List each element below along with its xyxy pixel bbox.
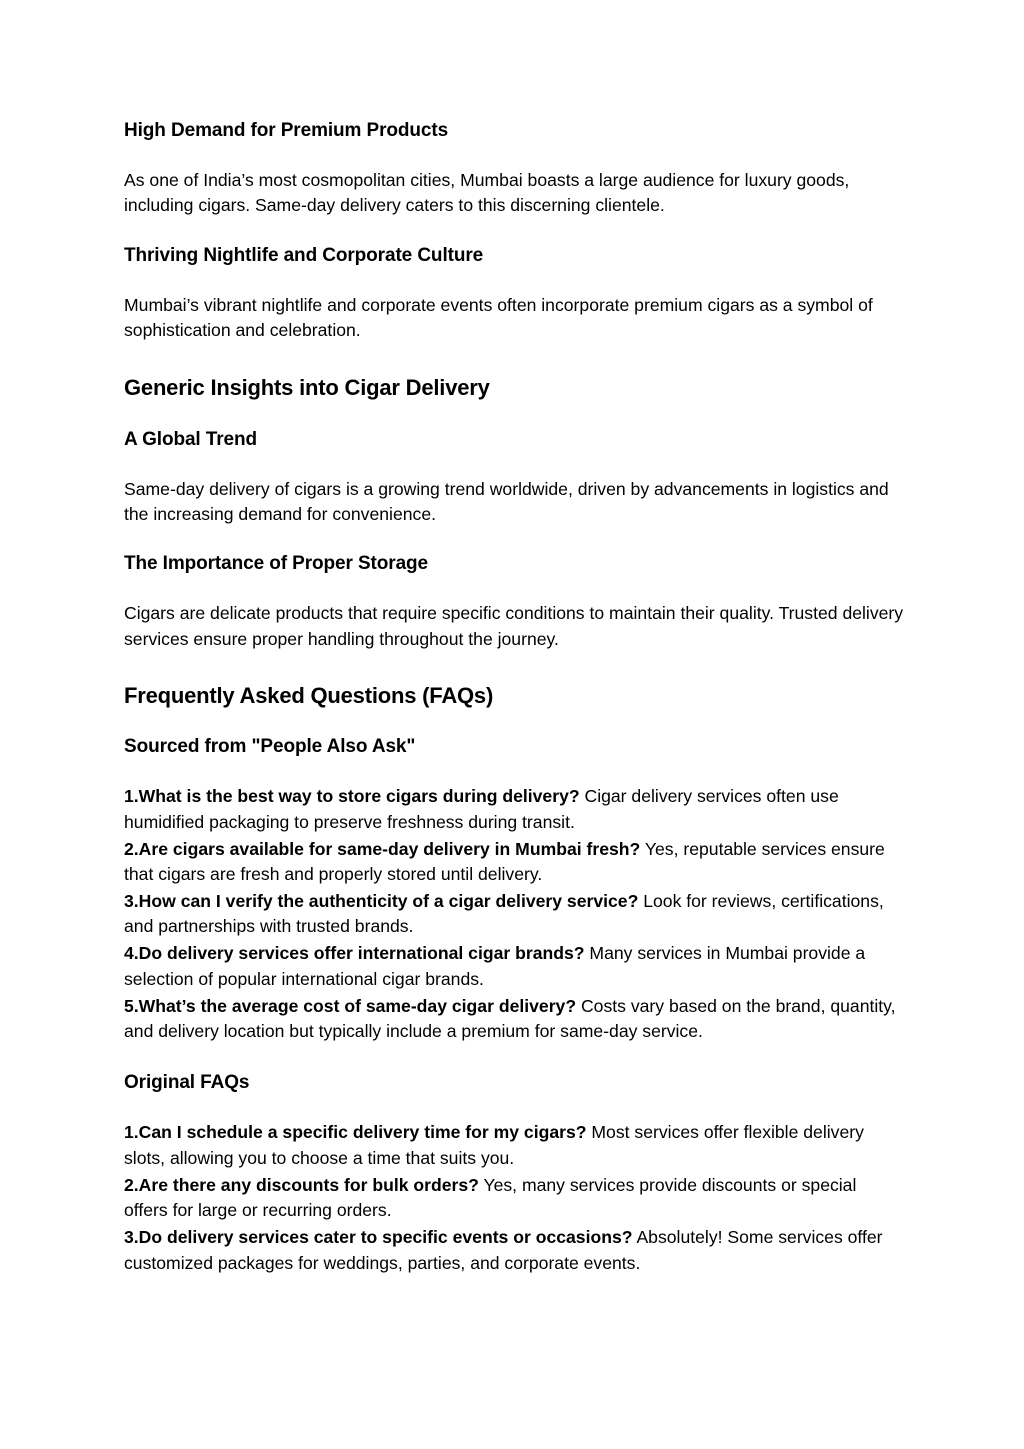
heading-storage: The Importance of Proper Storage: [124, 553, 429, 575]
heading-generic-insights: Generic Insights into Cigar Delivery: [124, 374, 490, 400]
heading-global-trend: A Global Trend: [124, 428, 258, 450]
faq-answer: Many services in Mumbai provide a selection of popular international cigar brands.: [124, 943, 866, 989]
faq-item: [124, 1173, 904, 1224]
faq-item: [124, 1120, 904, 1171]
faq-item: [124, 941, 904, 992]
faq-list-people-also-ask: [124, 784, 904, 1044]
faq-item: [124, 1225, 904, 1276]
faq-question: 2.Are cigars available for same-day delivery in Mumbai fresh?: [124, 838, 641, 859]
faq-list-original: [124, 1120, 904, 1276]
faq-question: 1.Can I schedule a specific delivery time for my cigars?: [124, 1122, 587, 1143]
faq-answer: Absolutely! Some services offer customized packages for weddings, parties, and corporate events.: [124, 1227, 883, 1273]
faq-answer: Most services offer flexible delivery slots, allowing you to choose a time that suits you.: [124, 1122, 864, 1168]
faq-answer: Cigar delivery services often use humidified packaging to preserve freshness during transit.: [124, 786, 839, 832]
heading-original-faqs: Original FAQs: [124, 1072, 250, 1094]
paragraph-global-trend: Same-day delivery of cigars is a growing trend worldwide, driven by advancements in logistics and the increasing demand for convenience.: [124, 478, 889, 525]
faq-question: 3.Do delivery services cater to specific events or occasions?: [124, 1227, 633, 1248]
faq-answer: Costs vary based on the brand, quantity, and delivery location but typically include a premium for same-day service.: [124, 995, 896, 1042]
heading-faqs: Frequently Asked Questions (FAQs): [124, 683, 494, 709]
faq-answer: Yes, many services provide discounts or special offers for large or recurring orders.: [124, 1174, 857, 1221]
paragraph-nightlife: Mumbai’s vibrant nightlife and corporate events often incorporate premium cigars as a symbol of sophistication and celebration.: [124, 294, 873, 341]
faq-question: 1.What is the best way to store cigars during delivery?: [124, 786, 580, 807]
faq-item: [124, 837, 904, 888]
document-page: [124, 118, 904, 1278]
faq-answer: Yes, reputable services ensure that cigars are fresh and properly stored until delivery.: [124, 838, 885, 885]
faq-item: [124, 784, 904, 835]
paragraph-storage: Cigars are delicate products that require specific conditions to maintain their quality. Trusted delivery services ensure proper handling throughout the journey.: [124, 603, 904, 649]
faq-question: 4.Do delivery services offer international cigar brands?: [124, 943, 585, 964]
faq-answer: Look for reviews, certifications, and partnerships with trusted brands.: [124, 891, 884, 937]
faq-question: 2.Are there any discounts for bulk orders?: [124, 1174, 479, 1195]
paragraph-high-demand: As one of India’s most cosmopolitan cities, Mumbai boasts a large audience for luxury goods, including cigars. Same-day delivery caters to this discerning clientele.: [124, 170, 850, 216]
heading-people-also-ask: Sourced from "People Also Ask": [124, 736, 416, 758]
faq-item: [124, 994, 904, 1045]
heading-high-demand: High Demand for Premium Products: [124, 120, 449, 141]
faq-item: [124, 889, 904, 940]
faq-question: 3.How can I verify the authenticity of a cigar delivery service?: [124, 891, 639, 912]
faq-question: 5.What’s the average cost of same-day cigar delivery?: [124, 995, 577, 1016]
heading-nightlife: Thriving Nightlife and Corporate Culture: [124, 244, 484, 266]
